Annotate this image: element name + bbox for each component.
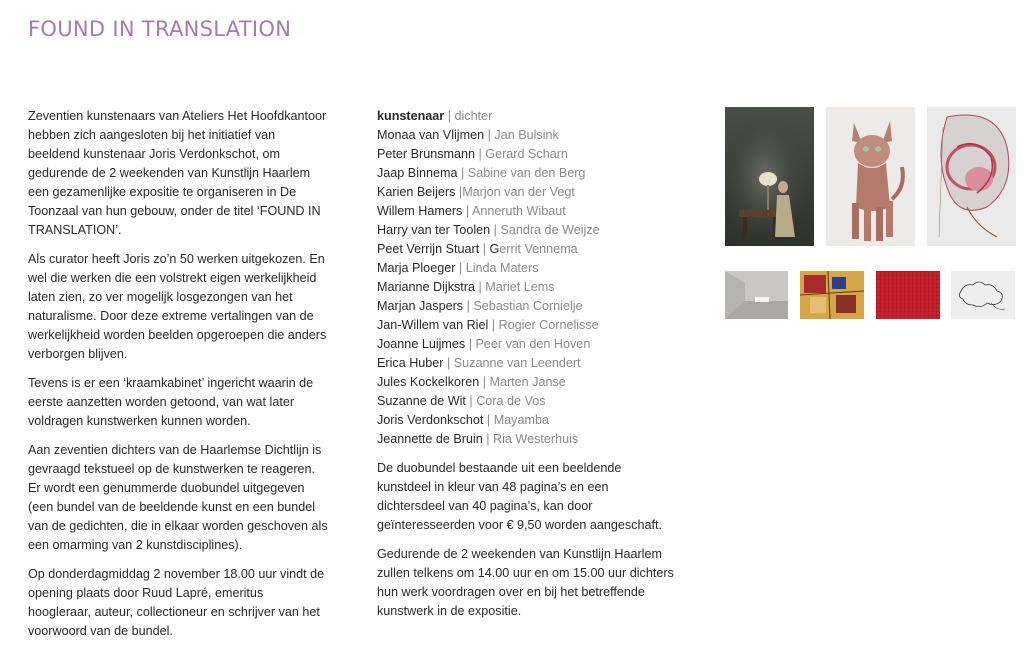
artist-poet-pair [377,411,677,430]
pairs-header-artist: kunstenaar [377,109,445,123]
poet-name: Cora de Vos [476,394,546,408]
artist-name: Jan-Willem van Riel [377,318,489,332]
artist-name: Jaap Binnema [377,166,458,180]
pair-separator: | [483,413,494,427]
artist-poet-pair [377,316,677,335]
poet-name: Rogier Cornelisse [498,318,599,332]
poet-name: Sandra de Weijze [500,223,600,237]
artwork-thumbnail-red-grid[interactable] [876,271,940,319]
artist-name: Monaa van Vlijmen [377,128,485,142]
artwork-thumbnail-red-thread[interactable] [927,107,1016,246]
pairs-list [377,126,677,449]
pair-separator: | [457,166,468,180]
artist-poet-pair [377,183,677,202]
artist-poet-pair [377,145,677,164]
page-title: FOUND IN TRANSLATION [28,17,292,41]
pair-separator: | [465,394,477,408]
duobundel-paragraph: De duobundel bestaande uit een beeldende kunstdeel in kleur van 48 pagina’s en een dichtersdeel van 40 pagina’s, kan door geïnteresseerden voor € 9,50 worden aangeschaft. [377,461,662,532]
readings-paragraph: Gedurende de 2 weekenden van Kunstlijn Haarlem zullen telkens om 14.00 uur en om 15.00 uur dichters hun werk voordragen over en bij het betreffende kunstwerk in de expositie. [377,547,674,618]
artist-name: Willem Hamers [377,204,463,218]
pair-separator: | [475,147,486,161]
artwork-thumbnail-sphynx-cat[interactable] [826,107,915,246]
artist-name: Jeannette de Bruin [377,432,483,446]
pair-separator: | [482,432,494,446]
artist-poet-pair [377,164,677,183]
pair-separator: | [479,375,490,389]
pair-separator: | [455,261,466,275]
pair-separator: | [463,299,474,313]
poet-name: G [489,242,500,256]
poet-name: Mariet Lems [485,280,555,294]
pair-separator: | [465,337,476,351]
pairs-header [377,107,677,126]
poet-name: Marten Janse [489,375,566,389]
pair-separator: | [462,204,472,218]
artist-name: Joris Verdonkschot [377,413,484,427]
artist-name: Erica Huber [377,356,444,370]
artist-poet-pair [377,392,677,411]
intro-paragraph-5: Op donderdagmiddag 2 november 18.00 uur vindt de opening plaats door Ruud Lapré, emeritus hoogleraar, auteur, collectioneur en schrijver van het voorwoord van de bundel. [28,567,325,638]
poet-name: Mayamba [493,413,549,427]
pairs-header-poet: dichter [454,109,493,123]
artwork-thumbnail-woman-lamp[interactable] [725,107,814,246]
artist-poet-pair [377,259,677,278]
artist-name: Suzanne de Wit [377,394,466,408]
pair-separator: | [490,223,501,237]
poet-name: Marjon van der Vegt [462,185,575,199]
pairs-column [377,107,677,621]
poet-name: Sabine van den Berg [467,166,586,180]
artist-name: Joanne Luijmes [377,337,466,351]
pair-separator: | [474,280,486,294]
pair-separator: | [443,356,454,370]
pair-separator: | [455,185,463,199]
poet-name: Jan Bulsink [494,128,559,142]
intro-column [28,107,328,651]
intro-paragraph-4: Aan zeventien dichters van de Haarlemse Dichtlijn is gevraagd tekstueel op de kunstwerken te reageren. Er wordt een genummerde duobundel uitgegeven (een bundel van de beeldende kunst en een bundel van de gedichten, die in elkaar worden geschoven als een omarming van 2 kunstdisciplines). [28,443,328,552]
artist-poet-pair [377,297,677,316]
artist-poet-pair [377,430,677,449]
artwork-thumbnail-light-room[interactable] [725,271,788,319]
poet-name: Suzanne van Leendert [453,356,581,370]
poet-name: Anneruth Wibaut [471,204,566,218]
artist-poet-pair [377,202,677,221]
intro-paragraph-2: Als curator heeft Joris zo’n 50 werken uitgekozen. En wel die werken die een volstrekt eigen werkelijkheid laten zien, zo ver mogelijk losgezongen van het naturalisme. Door deze extreme vertalingen van de werkelijkheid worden beelden opgeroepen die anders verborgen blijven. [28,252,327,361]
artist-name: Jules Kockelkoren [377,375,480,389]
artist-poet-pair [377,240,677,259]
poet-name: Gerard Scharn [485,147,568,161]
poet-name: Sebastian Cornielje [473,299,583,313]
artist-name: Marianne Dijkstra [377,280,475,294]
artist-name: Peter Brunsmann [377,147,476,161]
artwork-thumbnail-yellow-abstract[interactable] [800,271,864,319]
artist-name: Karien Beijers [377,185,456,199]
artist-name: Marja Ploeger [377,261,456,275]
artist-name: Harry van ter Toolen [377,223,491,237]
poet-name: Ria Westerhuis [493,432,579,446]
intro-paragraph-1: Zeventien kunstenaars van Ateliers Het Hoofdkantoor hebben zich aangesloten bij het initiatief van beeldend kunstenaar Joris Verdonkschot, om gedurende de 2 weekenden van Kunstlijn Haarlem een gezamenlijke expositie te organiseren in De Toonzaal van hun gebouw, onder de titel ‘FOUND IN TRANSLATION’. [28,109,327,237]
artist-name: Marjan Jaspers [377,299,464,313]
artwork-thumbnail-line-drawing[interactable] [951,271,1015,319]
artist-poet-pair [377,373,677,392]
artist-poet-pair [377,335,677,354]
artist-poet-pair [377,221,677,240]
pair-separator: | [484,128,495,142]
artist-poet-pair [377,278,677,297]
intro-paragraph-3: Tevens is er een ‘kraamkabinet’ ingericht waarin de eerste aanzetten worden getoond, van wat later voldragen kunstwerken kunnen worden. [28,376,314,428]
pairs-header-separator: | [444,109,455,123]
pair-separator: | [488,318,499,332]
poet-name-rest: errit Vennema [499,242,578,256]
poet-name: Linda Maters [465,261,539,275]
artist-poet-pair [377,354,677,373]
pair-separator: | [479,242,490,256]
artist-name: Peet Verrijn Stuart [377,242,480,256]
poet-name: Peer van den Hoven [475,337,591,351]
artist-poet-pair [377,126,677,145]
